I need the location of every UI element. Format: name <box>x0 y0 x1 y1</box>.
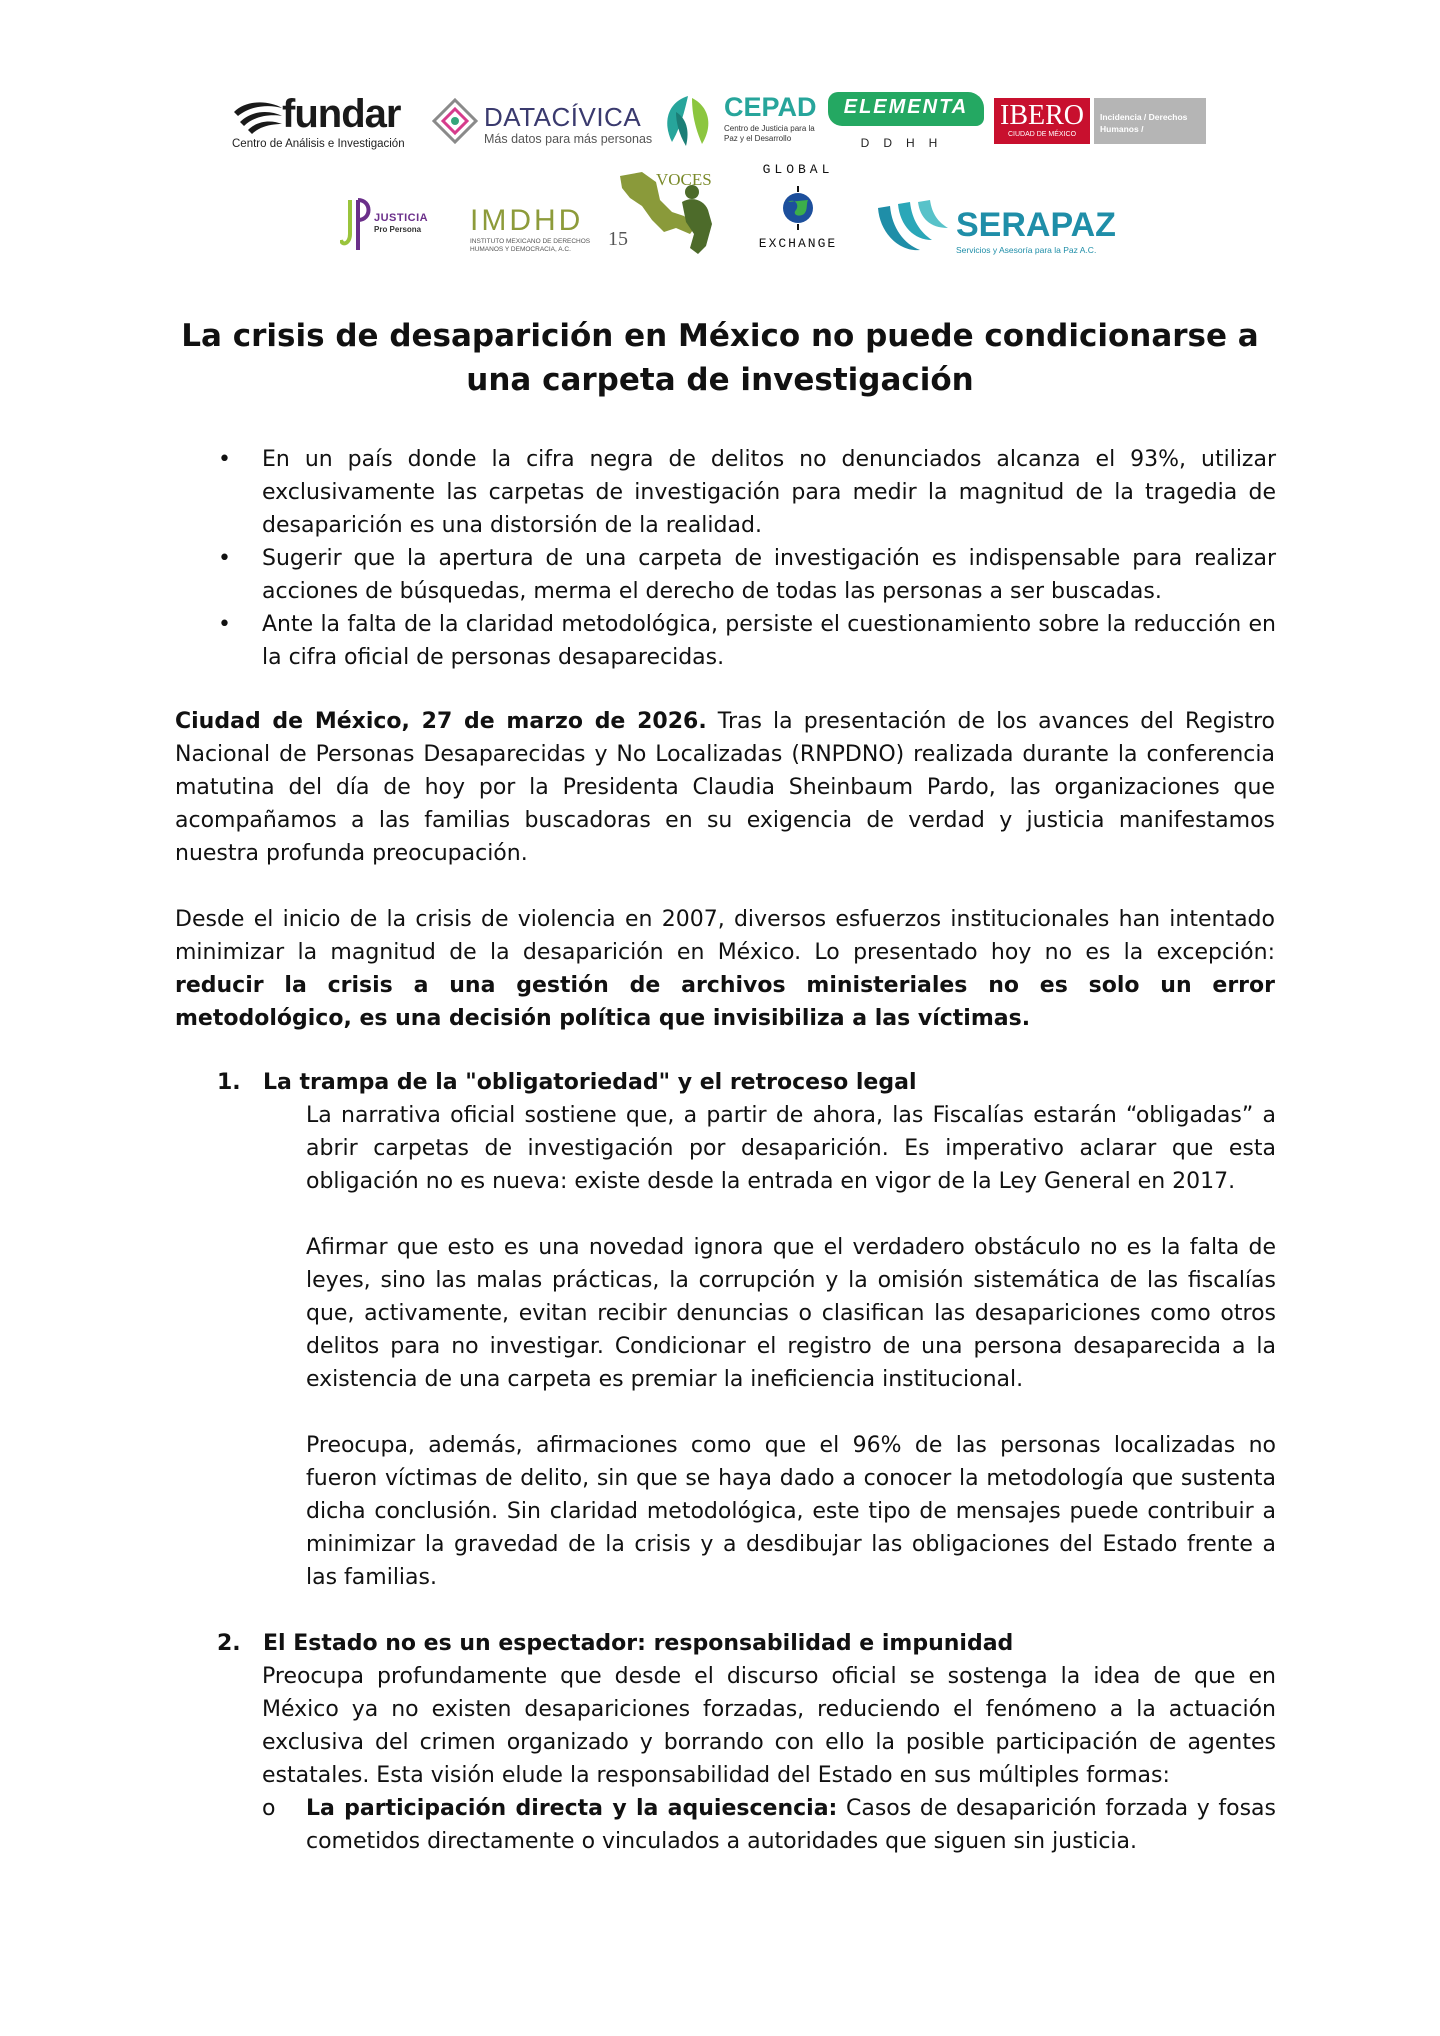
elementa-logo <box>828 92 988 154</box>
subitem-marker: o <box>262 1796 276 1821</box>
cepad-subtitle: Centro de Justicia para la Paz y el Desarrollo <box>724 124 815 143</box>
context-emphasis: reducir la crisis a una gestión de archivos ministeriales no es solo un error metodológico, es una decisión política que invisibiliza a las víctimas. <box>175 973 1275 1031</box>
global-exchange-top: GLOBAL <box>762 162 834 177</box>
context-paragraph <box>175 903 1275 1035</box>
voces-anniversary: 15 <box>608 228 628 250</box>
imdhd-logo <box>470 204 610 256</box>
subitem-text <box>306 1792 1276 1858</box>
summary-bullet: • Sugerir que la apertura de una carpeta de investigación es indispensable para realizar acciones de búsquedas, merma el derecho de todas las personas a ser buscadas. <box>262 542 1276 608</box>
imdhd-name: IMDHD <box>470 204 584 237</box>
cepad-leaf-icon <box>658 92 718 148</box>
datacivica-subtitle: Más datos para más personas <box>484 132 653 146</box>
fundar-swoosh-icon <box>232 98 284 134</box>
justicia-pro-persona-logo <box>340 196 460 256</box>
intro-paragraph <box>175 705 1275 870</box>
fundar-name: fundar <box>282 92 401 136</box>
datacivica-name: DATACÍVICA <box>484 102 642 132</box>
cepad-name: CEPAD <box>724 92 817 122</box>
title-line-2: una carpeta de investigación <box>466 362 974 398</box>
ibero-subtitle: CIUDAD DE MÉXICO <box>1007 131 1077 138</box>
datacivica-logo <box>430 98 653 152</box>
section-1-number: 1. <box>217 1070 241 1095</box>
intro-text: Tras la presentación de los avances del Registro Nacional de Personas Desaparecidas y No Localizadas (RNPDNO) realizada durante la conferencia matutina del día de hoy por la Presidenta Claudia Sheinbaum Pardo, las organizaciones que acompañamos a las familias buscadoras en su exigencia de verdad y justicia manifestamos nuestra profunda preocupación. <box>175 709 1275 866</box>
ibero-side-text: Incidencia / Derechos Humanos / <box>1100 112 1188 134</box>
serapaz-wave-icon <box>874 200 954 258</box>
subitem-lead: La participación directa y la aquiescencia: <box>306 1796 838 1821</box>
subitem-body: Casos de desaparición forzada y fosas cometidos directamente o vinculados a autoridades que siguen sin justicia. <box>306 1796 1276 1854</box>
justicia-subtitle: Pro Persona <box>374 225 422 234</box>
section-2-title: El Estado no es un espectador: responsabilidad e impunidad <box>263 1631 1014 1656</box>
voces-name: VOCES <box>656 170 712 189</box>
serapaz-subtitle: Servicios y Asesoría para la Paz A.C. <box>956 245 1097 255</box>
elementa-name: ELEMENTA <box>843 96 969 118</box>
global-exchange-logo <box>748 162 848 258</box>
jp-monogram-icon <box>340 196 374 254</box>
cepad-logo <box>658 92 828 152</box>
summary-bullets <box>262 443 1276 674</box>
section-1-title: La trampa de la "obligatoriedad" y el retroceso legal <box>263 1070 917 1095</box>
section-1-paragraph: Preocupa, además, afirmaciones como que el 96% de las personas localizadas no fueron víctimas de delito, sin que se haya dado a conocer la metodología que sustenta dicha conclusión. Sin claridad metodológica, este tipo de mensajes puede contribuir a minimizar la gravedad de la crisis y a desdibujar las obligaciones del Estado frente a las familias. <box>306 1433 1276 1590</box>
imdhd-subtitle: INSTITUTO MEXICANO DE DERECHOS HUMANOS Y DEMOCRACIA, A.C. <box>470 238 591 253</box>
fundar-logo <box>232 92 432 152</box>
voces-logo <box>608 162 732 262</box>
ibero-logo <box>994 98 1208 146</box>
section-2-number: 2. <box>217 1631 241 1656</box>
partner-logos <box>0 0 1440 290</box>
section-2-paragraph: Preocupa profundamente que desde el discurso oficial se sostenga la idea de que en México ya no existen desapariciones forzadas, reduciendo el fenómeno a la actuación exclusiva del crimen organizado y borrando con ello la posible participación de agentes estatales. Esta visión elude la responsabilidad del Estado en sus múltiples formas: <box>262 1664 1276 1788</box>
section-1-paragraph: La narrativa oficial sostiene que, a partir de ahora, las Fiscalías estarán “obligadas” a abrir carpetas de investigación por desaparición. Es imperativo aclarar que esta obligación no es nueva: existe desde la entrada en vigor de la Ley General en 2017. <box>306 1103 1276 1194</box>
global-exchange-bottom: EXCHANGE <box>758 236 838 251</box>
dateline: Ciudad de México, 27 de marzo de 2026. <box>175 709 707 734</box>
serapaz-logo <box>874 200 1114 262</box>
ibero-name: IBERO <box>1000 100 1084 131</box>
title-line-1: La crisis de desaparición en México no puede condicionarse a <box>181 318 1259 354</box>
summary-bullet: • En un país donde la cifra negra de delitos no denunciados alcanza el 93%, utilizar exclusivamente las carpetas de investigación para medir la magnitud de la tragedia de desaparición es una distorsión de la realidad. <box>262 443 1276 542</box>
summary-bullet: • Ante la falta de la claridad metodológica, persiste el cuestionamiento sobre la reducción en la cifra oficial de personas desaparecidas. <box>262 608 1276 674</box>
justicia-name: JUSTICIA <box>374 212 429 224</box>
section-2-heading <box>175 1627 1013 1660</box>
section-1-paragraph: Afirmar que esto es una novedad ignora que el verdadero obstáculo no es la falta de leyes, sino las malas prácticas, la corrupción y la omisión sistemática de las fiscalías que, activamente, evitan recibir denuncias o clasifican las desapariciones como otros delitos para no investigar. Condicionar el registro de una persona desaparecida a la existencia de una carpeta es premiar la ineficiencia institucional. <box>306 1235 1276 1392</box>
fundar-subtitle: Centro de Análisis e Investigación <box>232 138 405 150</box>
elementa-subtitle: DDHH <box>860 136 952 150</box>
datacivica-diamond-icon <box>432 98 478 144</box>
document-title <box>150 314 1290 402</box>
serapaz-name: SERAPAZ <box>956 206 1116 244</box>
globe-icon <box>778 184 818 232</box>
context-text: Desde el inicio de la crisis de violencia en 2007, diversos esfuerzos institucionales han intentado minimizar la magnitud de la desaparición en México. Lo presentado hoy no es la excepción: <box>175 907 1275 965</box>
section-1-heading <box>175 1066 917 1099</box>
